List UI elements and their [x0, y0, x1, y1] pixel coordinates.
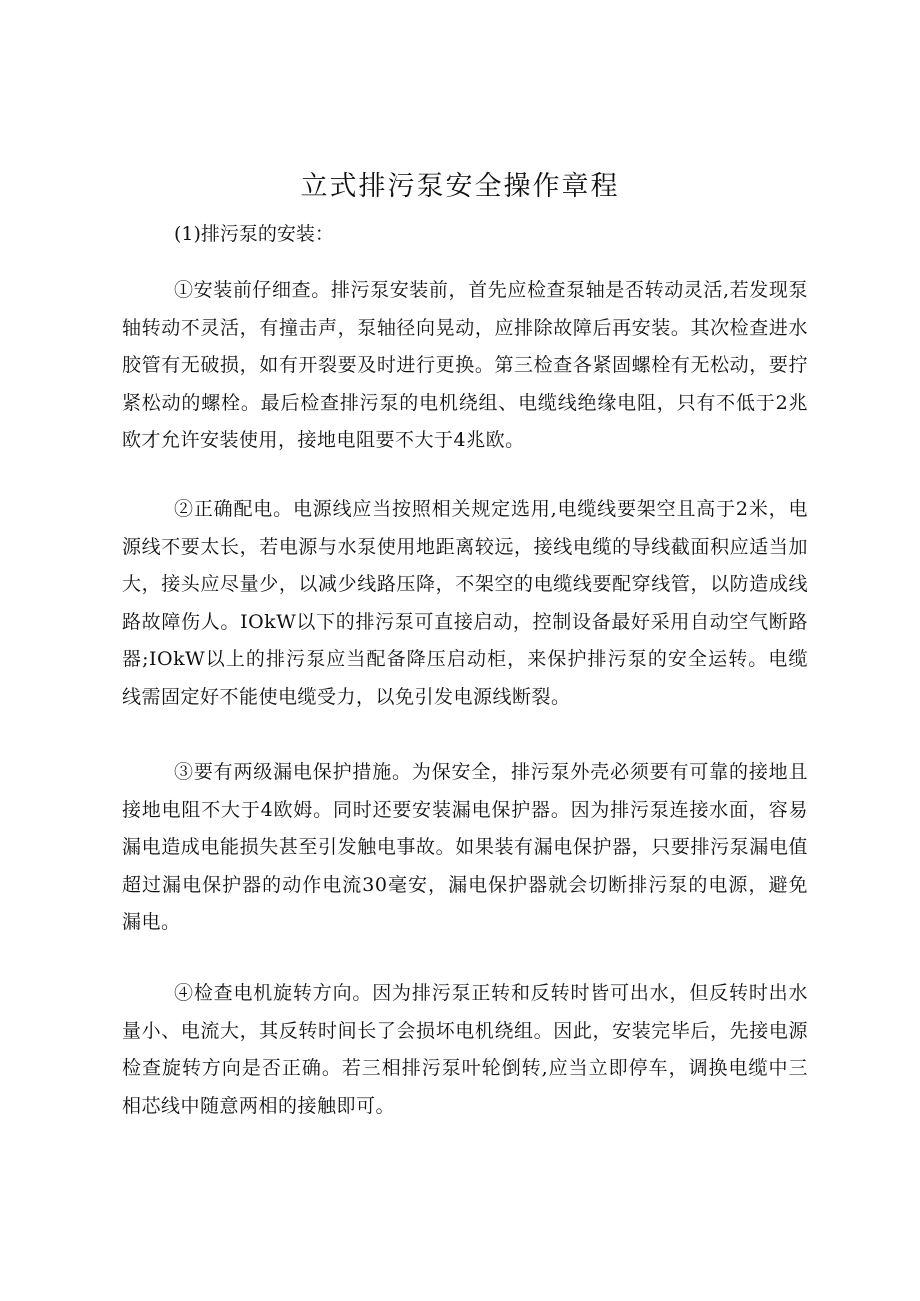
section-heading: (1)排污泵的安装：	[174, 223, 334, 245]
paragraph-power-distribution: ②正确配电。电源线应当按照相关规定选用,电缆线要架空且高于2米，电源线不要太长，若电源与水泵使用地距离较远，接线电缆的导线截面积应适当加大，接头应尽量少，以减少线路压降，不架空的电缆线要配穿线管，以防造成线路故障伤人。IOkW以下的排污泵可直接启动，控制设备最好采用自动空气断路器;IOkW以上的排污泵应当配备降压启动柜，来保护排污泵的安全运转。电缆线需固定好不能使电缆受力，以免引发电源线断裂。	[122, 498, 808, 708]
paragraph-leakage-protection: ③要有两级漏电保护措施。为保安全，排污泵外壳必须要有可靠的接地且接地电阻不大于4欧姆。同时还要安装漏电保护器。因为排污泵连接水面，容易漏电造成电能损失甚至引发触电事故。如果装有漏电保护器，只要排污泵漏电值超过漏电保护器的动作电流30毫安，漏电保护器就会切断排污泵的电源，避免漏电。	[122, 761, 808, 933]
document-title: 立式排污泵安全操作章程	[300, 171, 620, 202]
paragraph-rotation-direction: ④检查电机旋转方向。因为排污泵正转和反转时皆可出水，但反转时出水量小、电流大，其反转时间长了会损坏电机绕组。因此，安装完毕后，先接电源检查旋转方向是否正确。若三相排污泵叶轮倒转,应当立即停车，调换电缆中三相芯线中随意两相的接触即可。	[122, 982, 808, 1117]
paragraph-installation-check: ①安装前仔细查。排污泵安装前，首先应检查泵轴是否转动灵活,若发现泵轴转动不灵活，有撞击声，泵轴径向晃动，应排除故障后再安装。其次检查进水胶管有无破损，如有开裂要及时进行更换。第三检查各紧固螺栓有无松动，要拧紧松动的螺栓。最后检查排污泵的电机绕组、电缆线绝缘电阻，只有不低于2兆欧才允许安装使用，接地电阻要不大于4兆欧。	[122, 279, 808, 451]
